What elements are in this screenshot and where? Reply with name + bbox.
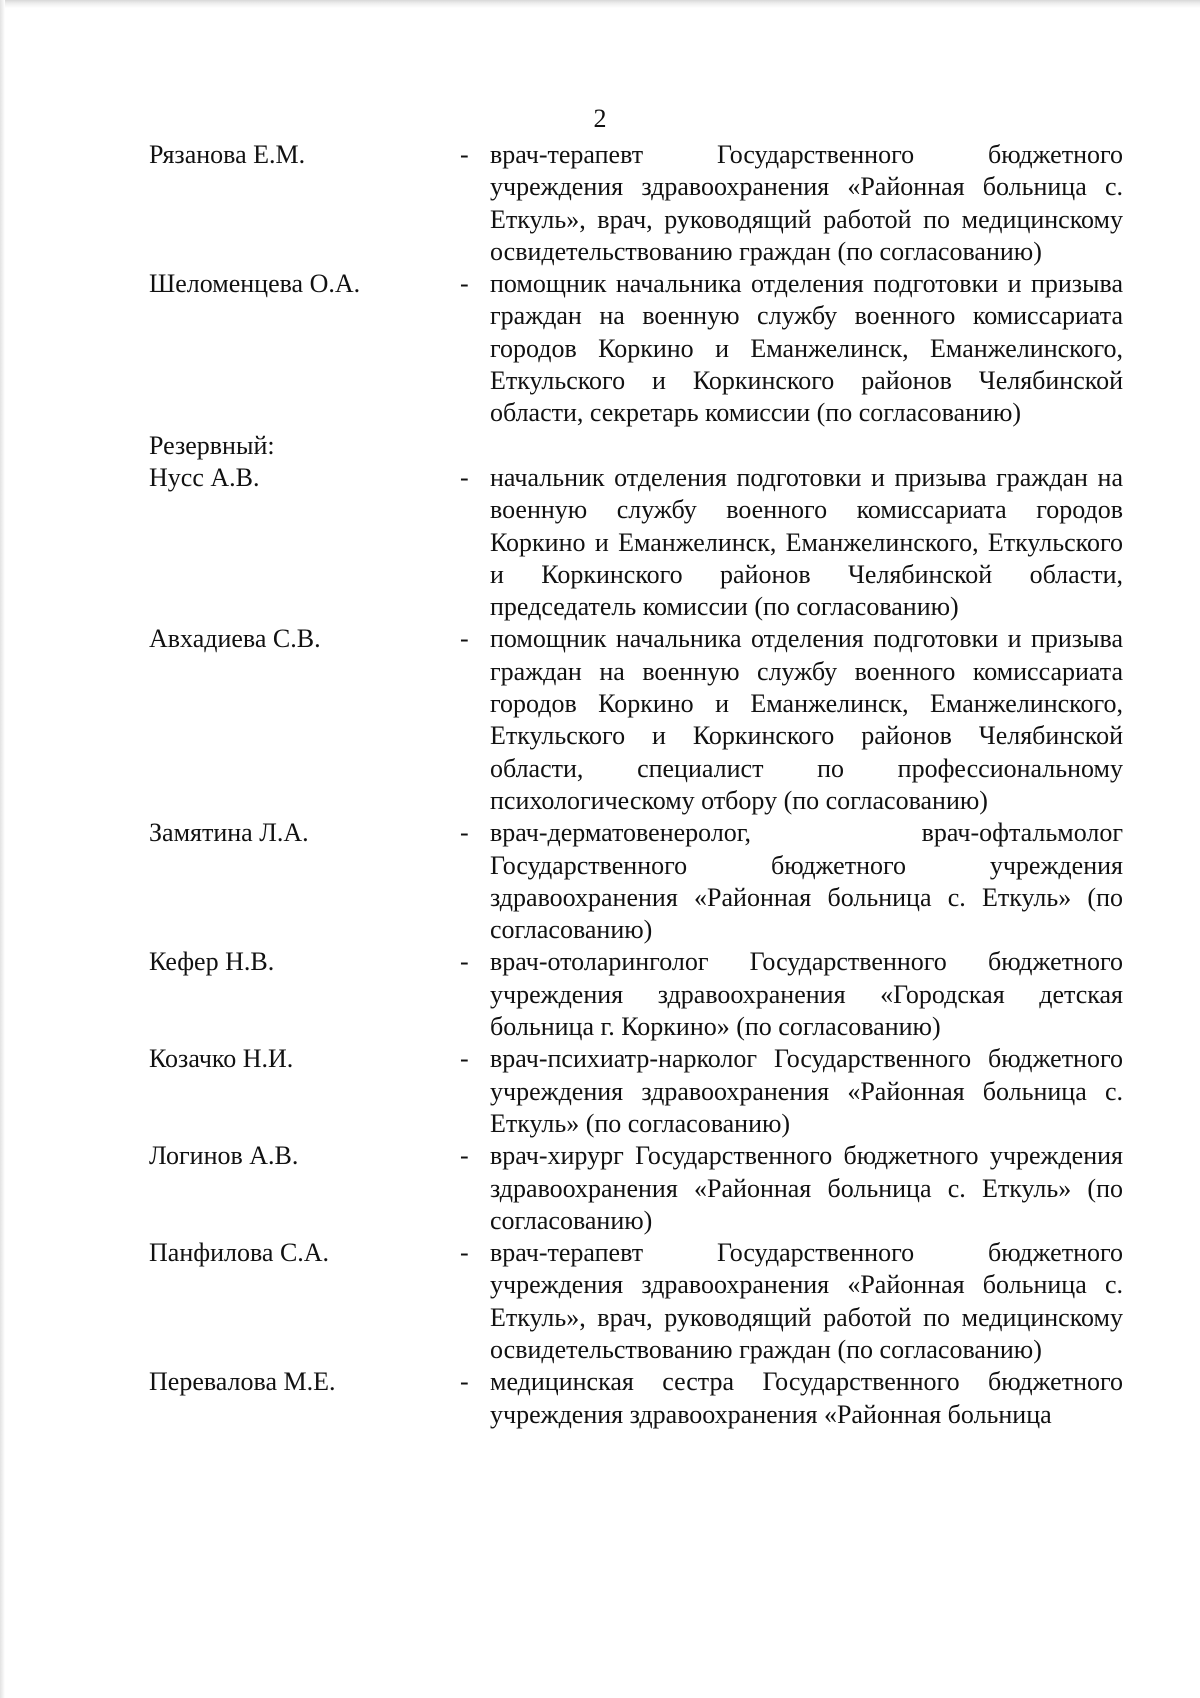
member-name: Замятина Л.А.: [149, 818, 309, 848]
member-entry: [0, 1366, 1200, 1431]
member-entry: [0, 1043, 1200, 1140]
member-position: врач-терапевт Государственного бюджетного учреждения здравоохранения «Районная больница с. Еткуль», врач, руководящий работой по медицинскому освидетельствованию граждан (по согласованию): [490, 1238, 1123, 1364]
member-position: врач-хирург Государственного бюджетного учреждения здравоохранения «Районная больница с. Еткуль» (по согласованию): [490, 1141, 1123, 1235]
member-name: Авхадиева С.В.: [149, 624, 321, 654]
member-dash: -: [460, 269, 469, 299]
member-entry: [0, 139, 1200, 268]
member-name: Козачко Н.И.: [149, 1044, 294, 1074]
member-entry: [0, 1140, 1200, 1237]
member-name: Нусс А.В.: [149, 462, 260, 492]
member-entry: [0, 623, 1200, 817]
member-name: Рязанова Е.М.: [149, 140, 306, 169]
member-dash: -: [460, 1238, 469, 1268]
member-entry: [0, 462, 1200, 623]
scan-edge-top: [0, 0, 1200, 8]
member-position: врач-терапевт Государственного бюджетного учреждения здравоохранения «Районная больница с. Еткуль», врач, руководящий работой по медицинскому освидетельствованию граждан (по согласованию): [490, 140, 1123, 266]
member-entry: [0, 946, 1200, 1043]
member-name: Шеломенцева О.А.: [149, 269, 361, 299]
page-number: 2: [593, 104, 607, 133]
member-dash: -: [460, 1044, 469, 1074]
member-position: медицинская сестра Государственного бюджетного учреждения здравоохранения «Районная больница: [490, 1367, 1123, 1429]
member-dash: -: [460, 947, 469, 977]
member-position: помощник начальника отделения подготовки и призыва граждан на военную службу военного комиссариата городов Коркино и Еманжелинск, Еманжелинского, Еткульского и Коркинского районов Челябинской области, секретарь комиссии (по согласованию): [490, 269, 1123, 428]
member-position: врач-психиатр-нарколог Государственного бюджетного учреждения здравоохранения «Районная больница с. Еткуль» (по согласованию): [490, 1044, 1123, 1138]
member-dash: -: [460, 1141, 469, 1171]
member-dash: -: [460, 624, 469, 654]
commission-member-list: [0, 139, 1200, 1431]
member-position: врач-отоларинголог Государственного бюджетного учреждения здравоохранения «Городская детская больница г. Коркино» (по согласованию): [490, 947, 1123, 1042]
reserve-section-label: Резервный:: [149, 430, 275, 460]
member-dash: -: [460, 1367, 469, 1397]
member-dash: -: [460, 462, 469, 492]
member-position: врач-дерматовенеролог, врач-офтальмолог Государственного бюджетного учреждения здравоохранения «Районная больница с. Еткуль» (по согласованию): [490, 818, 1123, 945]
member-entry: [0, 268, 1200, 429]
member-name: Кефер Н.В.: [149, 947, 275, 977]
member-entry: [0, 1237, 1200, 1366]
member-name: Логинов А.В.: [149, 1141, 299, 1171]
member-entry: [0, 817, 1200, 946]
member-name: Перевалова М.Е.: [149, 1367, 336, 1397]
member-name: Панфилова С.А.: [149, 1238, 330, 1268]
member-dash: -: [460, 140, 469, 169]
member-position: начальник отделения подготовки и призыва граждан на военную службу военного комиссариата городов Коркино и Еманжелинск, Еманжелинского, Еткульского и Коркинского районов Челябинской области, председатель комиссии (по согласованию): [490, 462, 1123, 622]
member-dash: -: [460, 818, 469, 848]
member-position: помощник начальника отделения подготовки и призыва граждан на военную службу военного комиссариата городов Коркино и Еманжелинск, Еманжелинского, Еткульского и Коркинского районов Челябинской области, специалист по профессиональному психологическому отбору (по согласованию): [490, 624, 1123, 815]
